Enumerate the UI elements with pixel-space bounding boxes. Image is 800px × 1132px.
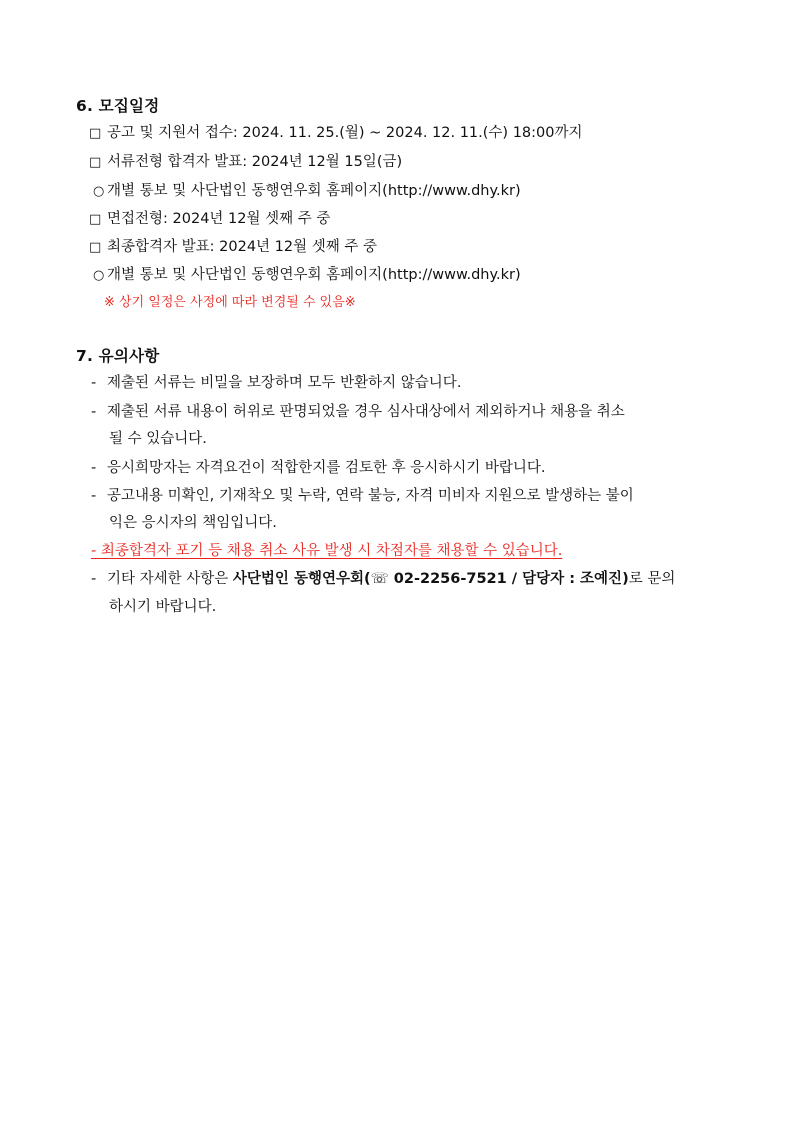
notice-item-text: 제출된 서류 내용이 허위로 판명되었을 경우 심사대상에서 제외하거나 채용을 취소 <box>107 404 625 420</box>
schedule-subitem-text: 개별 통보 및 사단법인 동행연우회 홈페이지(http://www.dhy.kr) <box>107 183 521 199</box>
checkbox-square-icon: □ <box>89 212 102 227</box>
notice-item-false-documents-cont: 될 수 있습니다. <box>109 431 207 447</box>
schedule-change-notice: ※ 상기 일정은 사정에 따라 변경될 수 있음※ <box>104 295 356 310</box>
schedule-item-text: 공고 및 지원서 접수: 2024. 11. 25.(월) ~ 2024. 12. 11.(수) 18:00까지 <box>107 125 583 141</box>
contact-prefix-text: 기타 자세한 사항은 <box>107 571 233 587</box>
schedule-subitem-text: 개별 통보 및 사단법인 동행연우회 홈페이지(http://www.dhy.kr) <box>107 267 521 283</box>
dash-bullet: - <box>91 375 97 391</box>
checkbox-square-icon: □ <box>89 240 102 255</box>
notice-item-contact <box>91 569 731 589</box>
schedule-item-text: 면접전형: 2024년 12월 셋째 주 중 <box>107 211 331 227</box>
notice-item-eligibility <box>91 458 731 478</box>
notice-item-highlight-text: - 최종합격자 포기 등 채용 취소 사유 발생 시 차점자를 채용할 수 있습니다. <box>91 543 563 559</box>
contact-organization-text: 사단법인 동행연우회(☏ 02-2256-7521 / 담당자 : 조예진) <box>232 571 629 587</box>
schedule-item-interview <box>89 209 330 230</box>
notice-item-runner-up <box>91 541 731 561</box>
contact-suffix-text: 로 문의 <box>628 571 676 587</box>
schedule-subitem-notification <box>93 181 521 202</box>
schedule-item-document-result <box>89 152 402 173</box>
checkbox-square-icon: □ <box>89 126 102 141</box>
notice-item-text: 응시희망자는 자격요건이 적합한지를 검토한 후 응시하시기 바랍니다. <box>107 460 546 476</box>
section-7-heading: 7. 유의사항 <box>76 347 160 365</box>
notice-item-text: 제출된 서류는 비밀을 보장하며 모두 반환하지 않습니다. <box>107 375 462 391</box>
dash-bullet: - <box>91 404 97 420</box>
notice-item-text: 공고내용 미확인, 기재착오 및 누락, 연락 불능, 자격 미비자 지원으로 발생하는 불이 <box>107 488 634 504</box>
circle-bullet-icon: ○ <box>93 184 105 199</box>
circle-bullet-icon: ○ <box>93 268 105 283</box>
schedule-item-application <box>89 123 583 144</box>
notice-item-responsibility-cont: 익은 응시자의 책임입니다. <box>109 515 277 531</box>
dash-bullet: - <box>91 488 97 504</box>
dash-bullet: - <box>91 460 97 476</box>
notice-item-false-documents <box>91 402 731 422</box>
schedule-item-text: 최종합격자 발표: 2024년 12월 셋째 주 중 <box>107 239 377 255</box>
notice-item-responsibility <box>91 486 731 506</box>
checkbox-square-icon: □ <box>89 155 102 170</box>
dash-bullet: - <box>91 571 97 587</box>
section-6-heading: 6. 모집일정 <box>76 97 160 115</box>
schedule-item-final-result <box>89 237 377 258</box>
schedule-item-text: 서류전형 합격자 발표: 2024년 12월 15일(금) <box>107 154 403 170</box>
schedule-subitem-notification-2 <box>93 265 521 286</box>
notice-item-contact-cont: 하시기 바랍니다. <box>109 599 217 615</box>
notice-item-confidentiality <box>91 373 731 393</box>
